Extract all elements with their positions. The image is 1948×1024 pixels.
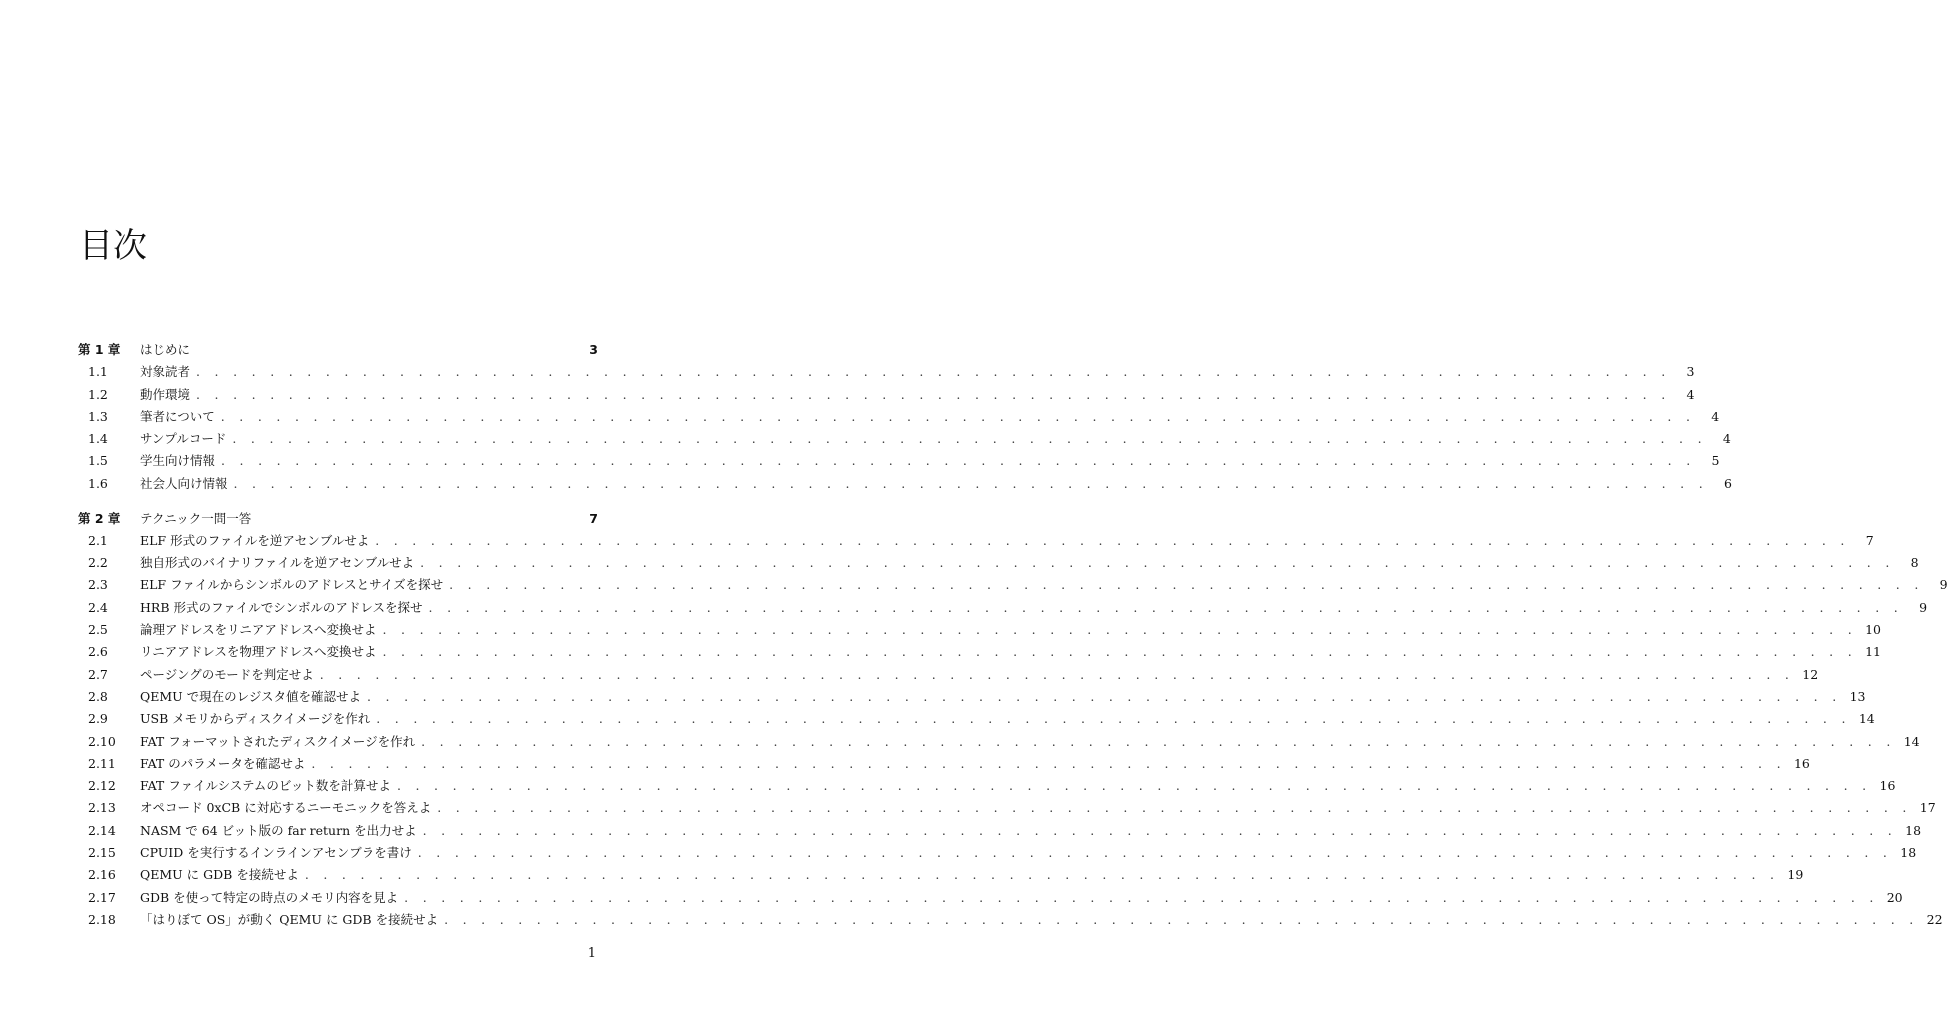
toc-section-entry[interactable] bbox=[78, 474, 1732, 496]
toc-section-entry[interactable] bbox=[78, 754, 1810, 776]
toc-section-entry[interactable] bbox=[78, 888, 1903, 910]
toc-section-entry[interactable] bbox=[78, 865, 1804, 887]
section-title: ELF 形式のファイルを逆アセンブルせよ bbox=[140, 532, 370, 548]
section-number: 2.2 bbox=[88, 555, 108, 571]
section-number: 2.3 bbox=[88, 577, 108, 593]
dot-leader: . . . . . . . . . . . . . . . . . . . . . . . . . . . . . . . . . . . . . . . . . . . . . . . . . . . . . . . . . . . . . . . . . . . . . . . . . . . . . . . . bbox=[311, 755, 1786, 771]
section-page: 9 bbox=[1919, 599, 1928, 615]
dot-leader: . . . . . . . . . . . . . . . . . . . . . . . . . . . . . . . . . . . . . . . . . . . . . . . . . . . . . . . . . . . . . . . . . . . . . . . . . . . . . . . . bbox=[421, 733, 1896, 749]
section-title: 動作環境 bbox=[140, 386, 191, 402]
dot-leader: . . . . . . . . . . . . . . . . . . . . . . . . . . . . . . . . . . . . . . . . . . . . . . . . . . . . . . . . . . . . . . . . . . . . . . . . . . . . . . . . bbox=[367, 688, 1842, 704]
section-title: 対象読者 bbox=[140, 364, 191, 380]
section-title: ELF ファイルからシンボルのアドレスとサイズを探せ bbox=[140, 577, 444, 593]
section-title: 社会人向け情報 bbox=[140, 475, 228, 491]
section-page: 4 bbox=[1686, 386, 1695, 402]
section-number: 2.4 bbox=[88, 599, 108, 615]
dot-leader: . . . . . . . . . . . . . . . . . . . . . . . . . . . . . . . . . . . . . . . . . . . . . . . . . . . . . . . . . . . . . . . . . . . . . . . . . . . . . . . . bbox=[220, 408, 1696, 424]
section-page: 9 bbox=[1939, 577, 1948, 593]
section-page: 14 bbox=[1903, 733, 1920, 749]
section-page: 18 bbox=[1900, 845, 1917, 861]
section-page: 16 bbox=[1793, 755, 1810, 771]
section-page: 13 bbox=[1849, 688, 1866, 704]
toc-section-entry[interactable] bbox=[78, 798, 1936, 820]
section-number: 2.6 bbox=[88, 644, 108, 660]
toc-section-entry[interactable] bbox=[78, 429, 1731, 451]
section-page: 22 bbox=[1926, 911, 1943, 927]
toc-section-entry[interactable] bbox=[78, 776, 1896, 798]
section-number: 2.5 bbox=[88, 622, 108, 638]
section-number: 2.15 bbox=[88, 845, 116, 861]
chapter-title: はじめに bbox=[140, 342, 191, 357]
section-number: 1.5 bbox=[88, 453, 108, 469]
dot-leader: . . . . . . . . . . . . . . . . . . . . . . . . . . . . . . . . . . . . . . . . . . . . . . . . . . . . . . . . . . . . . . . . . . . . . . . . . . . . . . . . bbox=[444, 911, 1919, 927]
chapter-page: 7 bbox=[589, 510, 598, 526]
section-page: 18 bbox=[1905, 822, 1922, 838]
chapter-number: 第 2 章 bbox=[78, 510, 121, 526]
section-page: 17 bbox=[1919, 800, 1936, 816]
section-page: 7 bbox=[1865, 532, 1874, 548]
section-page: 6 bbox=[1724, 475, 1732, 491]
section-title: 学生向け情報 bbox=[140, 453, 216, 469]
dot-leader: . . . . . . . . . . . . . . . . . . . . . . . . . . . . . . . . . . . . . . . . . . . . . . . . . . . . . . . . . . . . . . . . . . . . . . . . . . . . . . . . bbox=[428, 599, 1904, 615]
section-title: オペコード 0xCB に対応するニーモニックを答えよ bbox=[140, 800, 432, 816]
toc-section-entry[interactable] bbox=[78, 553, 1919, 575]
section-number: 1.4 bbox=[88, 431, 108, 447]
section-page: 16 bbox=[1879, 778, 1896, 794]
section-number: 2.10 bbox=[88, 733, 116, 749]
toc-section-entry[interactable] bbox=[78, 642, 1881, 664]
section-number: 2.16 bbox=[88, 867, 116, 883]
section-number: 2.8 bbox=[88, 688, 108, 704]
section-number: 2.7 bbox=[88, 666, 108, 682]
toc-section-entry[interactable] bbox=[78, 821, 1922, 843]
section-title: FAT フォーマットされたディスクイメージを作れ bbox=[140, 733, 416, 749]
toc-section-entry[interactable] bbox=[78, 362, 1695, 384]
dot-leader: . . . . . . . . . . . . . . . . . . . . . . . . . . . . . . . . . . . . . . . . . . . . . . . . . . . . . . . . . . . . . . . . . . . . . . . . . . . . . . . . bbox=[232, 431, 1707, 447]
toc-chapter-entry[interactable] bbox=[78, 340, 598, 362]
section-number: 2.18 bbox=[88, 911, 116, 927]
toc-section-entry[interactable] bbox=[78, 665, 1819, 687]
toc-section-entry[interactable] bbox=[78, 407, 1720, 429]
dot-leader: . . . . . . . . . . . . . . . . . . . . . . . . . . . . . . . . . . . . . . . . . . . . . . . . . . . . . . . . . . . . . . . . . . . . . . . . . . . . . . . . bbox=[221, 453, 1696, 469]
section-page: 4 bbox=[1711, 408, 1720, 424]
table-of-contents bbox=[78, 340, 1948, 932]
section-number: 1.2 bbox=[88, 386, 108, 402]
section-page: 20 bbox=[1886, 889, 1903, 905]
toc-section-entry[interactable] bbox=[78, 910, 1943, 932]
section-page: 5 bbox=[1711, 453, 1720, 469]
toc-section-entry[interactable] bbox=[78, 598, 1928, 620]
section-page: 11 bbox=[1865, 644, 1881, 660]
section-number: 2.17 bbox=[88, 889, 116, 905]
section-number: 2.11 bbox=[88, 755, 116, 771]
toc-section-entry[interactable] bbox=[78, 531, 1874, 553]
section-number: 1.1 bbox=[88, 364, 108, 380]
page-number: 1 bbox=[587, 946, 596, 961]
section-title: USB メモリからディスクイメージを作れ bbox=[140, 711, 371, 727]
toc-chapter-entry[interactable] bbox=[78, 509, 598, 531]
chapter-page: 3 bbox=[589, 342, 598, 357]
dot-leader: . . . . . . . . . . . . . . . . . . . . . . . . . . . . . . . . . . . . . . . . . . . . . . . . . . . . . . . . . . . . . . . . . . . . . . . . . . . . . . . . bbox=[375, 532, 1850, 548]
dot-leader: . . . . . . . . . . . . . . . . . . . . . . . . . . . . . . . . . . . . . . . . . . . . . . . . . . . . . . . . . . . . . . . . . . . . . . . . . . . . . . . . bbox=[196, 364, 1671, 380]
section-number: 1.3 bbox=[88, 408, 108, 424]
page-title: 目次 bbox=[79, 226, 147, 266]
section-title: 独自形式のバイナリファイルを逆アセンブルせよ bbox=[140, 555, 415, 571]
dot-leader: . . . . . . . . . . . . . . . . . . . . . . . . . . . . . . . . . . . . . . . . . . . . . . . . . . . . . . . . . . . . . . . . . . . . . . . . . . . . . . . . bbox=[437, 800, 1912, 816]
toc-section-entry[interactable] bbox=[78, 843, 1917, 865]
section-title: 筆者について bbox=[140, 408, 215, 424]
section-page: 8 bbox=[1910, 555, 1919, 571]
section-page: 14 bbox=[1858, 711, 1875, 727]
dot-leader: . . . . . . . . . . . . . . . . . . . . . . . . . . . . . . . . . . . . . . . . . . . . . . . . . . . . . . . . . . . . . . . . . . . . . . . . . . . . . . . . bbox=[417, 845, 1893, 861]
toc-section-entry[interactable] bbox=[78, 687, 1866, 709]
section-page: 4 bbox=[1722, 431, 1731, 447]
section-page: 3 bbox=[1686, 364, 1695, 380]
section-number: 1.6 bbox=[88, 475, 108, 491]
section-title: FAT のパラメータを確認せよ bbox=[140, 755, 306, 771]
section-title: FAT ファイルシステムのビット数を計算せよ bbox=[140, 778, 391, 794]
section-page: 12 bbox=[1802, 666, 1819, 682]
section-title: QEMU に GDB を接続せよ bbox=[140, 867, 299, 883]
dot-leader: . . . . . . . . . . . . . . . . . . . . . . . . . . . . . . . . . . . . . . . . . . . . . . . . . . . . . . . . . . . . . . . . . . . . . . . . . . . . . . . . bbox=[422, 822, 1898, 838]
dot-leader: . . . . . . . . . . . . . . . . . . . . . . . . . . . . . . . . . . . . . . . . . . . . . . . . . . . . . . . . . . . . . . . . . . . . . . . . . . . . . . . . bbox=[233, 475, 1708, 491]
chapter-number: 第 1 章 bbox=[78, 342, 121, 357]
dot-leader: . . . . . . . . . . . . . . . . . . . . . . . . . . . . . . . . . . . . . . . . . . . . . . . . . . . . . . . . . . . . . . . . . . . . . . . . . . . . . . . . bbox=[382, 644, 1857, 660]
section-number: 2.1 bbox=[88, 532, 108, 548]
chapter-gap bbox=[78, 496, 598, 509]
section-title: リニアアドレスを物理アドレスへ変換せよ bbox=[140, 644, 377, 660]
section-title: 論理アドレスをリニアアドレスへ変換せよ bbox=[140, 622, 377, 638]
dot-leader: . . . . . . . . . . . . . . . . . . . . . . . . . . . . . . . . . . . . . . . . . . . . . . . . . . . . . . . . . . . . . . . . . . . . . . . . . . . . . . . . bbox=[319, 666, 1795, 682]
dot-leader: . . . . . . . . . . . . . . . . . . . . . . . . . . . . . . . . . . . . . . . . . . . . . . . . . . . . . . . . . . . . . . . . . . . . . . . . . . . . . . . . bbox=[404, 889, 1879, 905]
chapter-title: テクニック一問一答 bbox=[140, 510, 252, 526]
section-title: GDB を使って特定の時点のメモリ内容を見よ bbox=[140, 889, 399, 905]
section-number: 2.13 bbox=[88, 800, 116, 816]
section-number: 2.9 bbox=[88, 711, 108, 727]
toc-section-entry[interactable] bbox=[78, 451, 1720, 473]
section-title: HRB 形式のファイルでシンボルのアドレスを探せ bbox=[140, 599, 423, 615]
dot-leader: . . . . . . . . . . . . . . . . . . . . . . . . . . . . . . . . . . . . . . . . . . . . . . . . . . . . . . . . . . . . . . . . . . . . . . . . . . . . . . . . bbox=[304, 867, 1780, 883]
section-number: 2.14 bbox=[88, 822, 116, 838]
section-page: 19 bbox=[1787, 867, 1804, 883]
toc-section-entry[interactable] bbox=[78, 385, 1695, 407]
section-title: NASM で 64 ビット版の far return を出力せよ bbox=[140, 822, 417, 838]
section-title: 「はりぼて OS」が動く QEMU に GDB を接続せよ bbox=[140, 911, 439, 927]
toc-section-entry[interactable] bbox=[78, 575, 1948, 597]
dot-leader: . . . . . . . . . . . . . . . . . . . . . . . . . . . . . . . . . . . . . . . . . . . . . . . . . . . . . . . . . . . . . . . . . . . . . . . . . . . . . . . . bbox=[396, 778, 1872, 794]
section-title: ページングのモードを判定せよ bbox=[140, 666, 314, 682]
dot-leader: . . . . . . . . . . . . . . . . . . . . . . . . . . . . . . . . . . . . . . . . . . . . . . . . . . . . . . . . . . . . . . . . . . . . . . . . . . . . . . . . bbox=[196, 386, 1671, 402]
section-title: CPUID を実行するインラインアセンブラを書け bbox=[140, 845, 412, 861]
toc-section-entry[interactable] bbox=[78, 620, 1881, 642]
section-title: QEMU で現在のレジスタ値を確認せよ bbox=[140, 688, 361, 704]
dot-leader: . . . . . . . . . . . . . . . . . . . . . . . . . . . . . . . . . . . . . . . . . . . . . . . . . . . . . . . . . . . . . . . . . . . . . . . . . . . . . . . . bbox=[420, 555, 1895, 571]
dot-leader: . . . . . . . . . . . . . . . . . . . . . . . . . . . . . . . . . . . . . . . . . . . . . . . . . . . . . . . . . . . . . . . . . . . . . . . . . . . . . . . . bbox=[449, 577, 1924, 593]
section-title: サンプルコード bbox=[140, 431, 227, 447]
toc-section-entry[interactable] bbox=[78, 732, 1920, 754]
dot-leader: . . . . . . . . . . . . . . . . . . . . . . . . . . . . . . . . . . . . . . . . . . . . . . . . . . . . . . . . . . . . . . . . . . . . . . . . . . . . . . . . bbox=[382, 622, 1857, 638]
toc-section-entry[interactable] bbox=[78, 709, 1875, 731]
section-number: 2.12 bbox=[88, 778, 116, 794]
section-page: 10 bbox=[1865, 622, 1881, 638]
dot-leader: . . . . . . . . . . . . . . . . . . . . . . . . . . . . . . . . . . . . . . . . . . . . . . . . . . . . . . . . . . . . . . . . . . . . . . . . . . . . . . . . bbox=[376, 711, 1851, 727]
